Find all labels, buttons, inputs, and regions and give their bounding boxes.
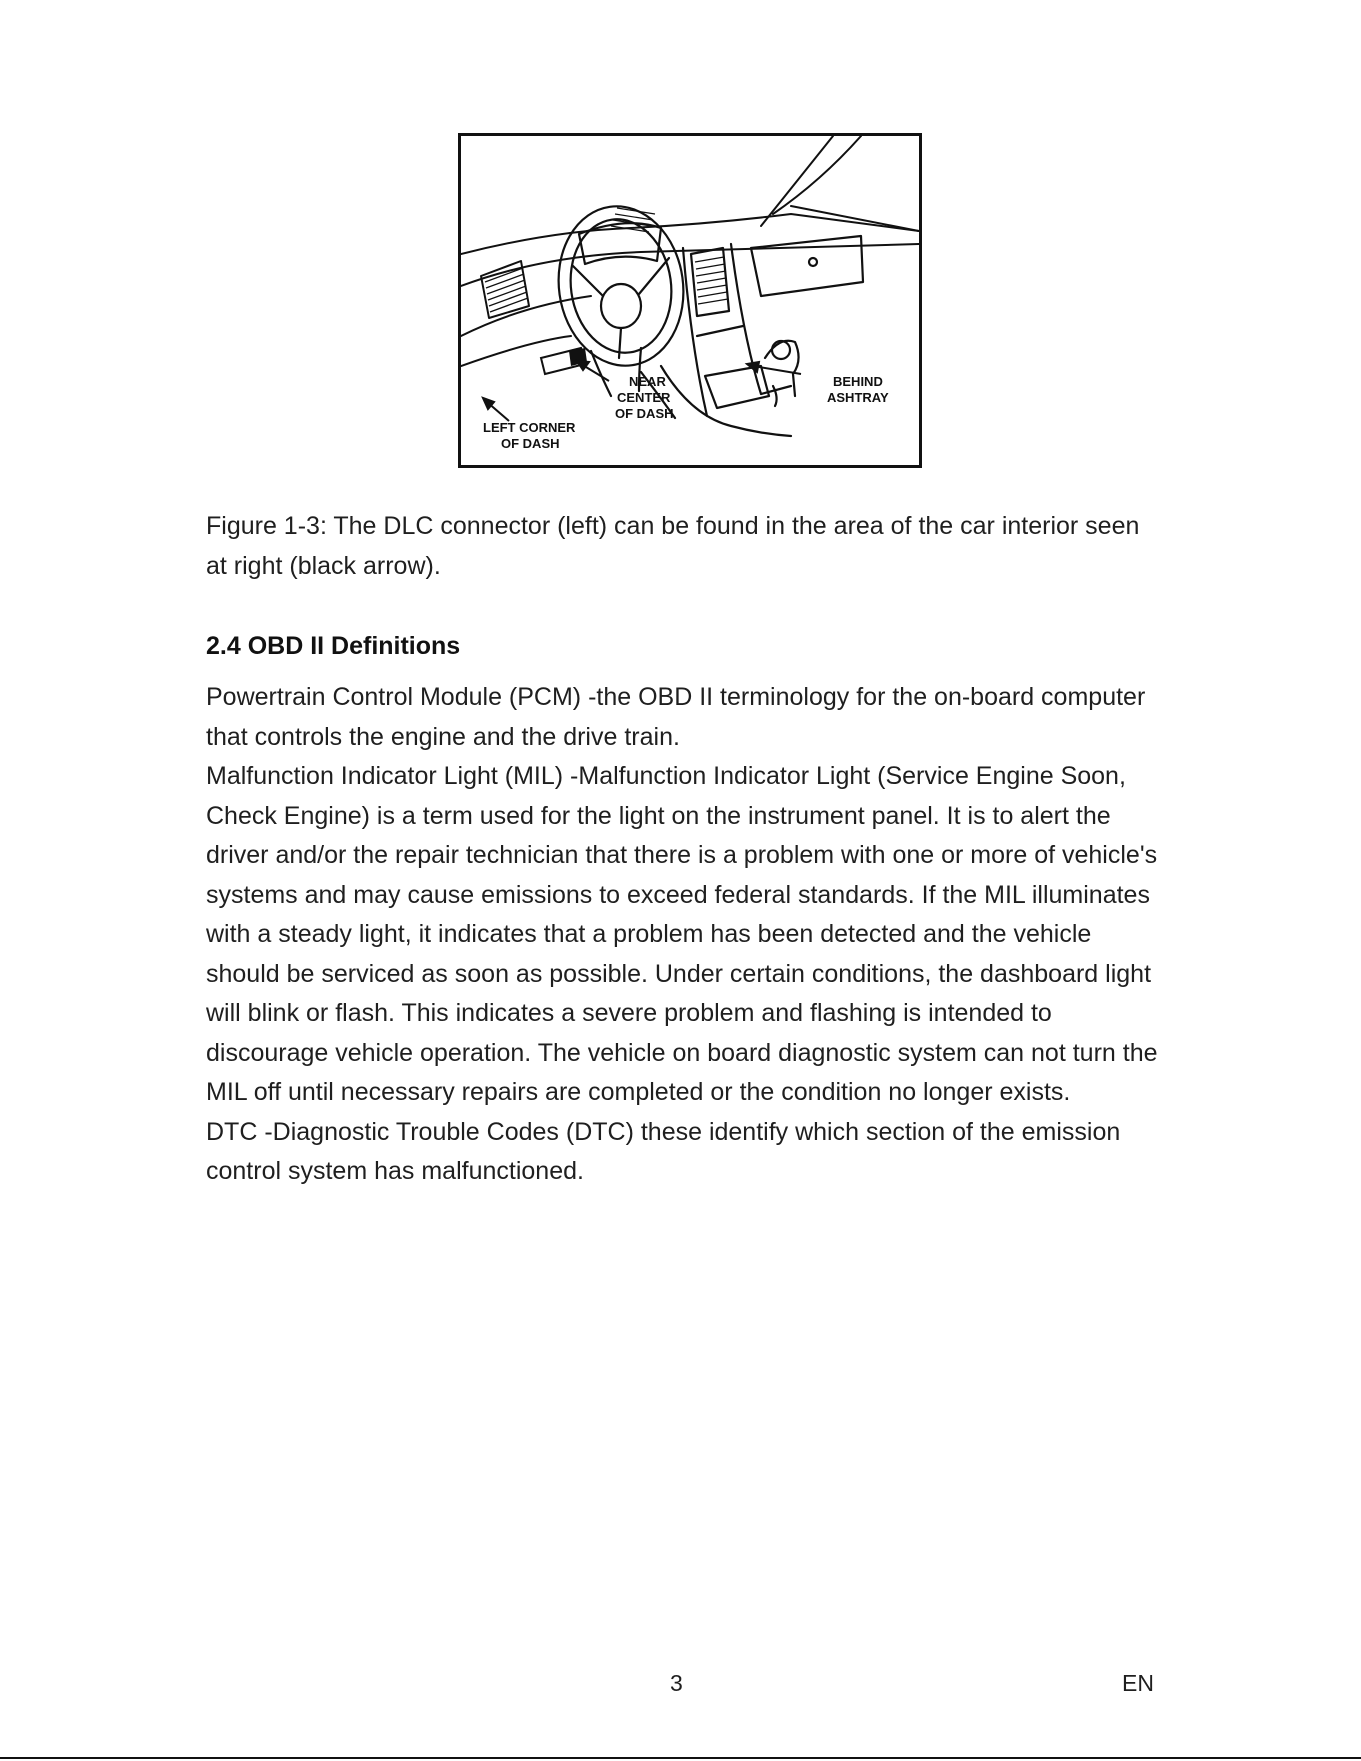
spoke-left (573, 266, 603, 296)
label-near-center-1: NEAR (629, 374, 666, 389)
dash-top-line (461, 214, 919, 254)
windshield-edge-line (791, 206, 919, 231)
steering-column-left (591, 351, 611, 396)
label-near-center-2: CENTER (617, 390, 671, 405)
lower-dash-curve (661, 366, 791, 436)
steering-hub (601, 284, 641, 328)
label-left-corner-1: LEFT CORNER (483, 420, 576, 435)
section-heading: 2.4 OBD II Definitions (206, 632, 461, 660)
label-left-corner-2: OF DASH (501, 436, 560, 451)
definition-dtc: DTC -Diagnostic Trouble Codes (DTC) these identify which section of the emission control system has malfunctioned. (206, 1117, 1121, 1185)
glove-box (751, 236, 863, 296)
console-left-edge (683, 248, 707, 416)
dash-upper-edge (461, 244, 919, 286)
glove-box-latch (809, 258, 817, 266)
arrow-behind-ashtray (753, 366, 801, 374)
definitions-body (206, 678, 1166, 1192)
definition-pcm: Powertrain Control Module (PCM) -the OBD II terminology for the on-board computer that controls the engine and the drive train. (206, 683, 1146, 751)
car-interior-illustration (461, 136, 919, 465)
page-number: 3 (670, 1670, 683, 1696)
spoke-right (639, 258, 669, 294)
dlc-location-figure (458, 133, 922, 468)
label-behind-ashtray-2: ASHTRAY (827, 390, 889, 405)
page-bottom-rule (0, 1757, 1361, 1759)
language-marker: EN (1122, 1670, 1154, 1696)
windshield-pillar-inner-line (773, 136, 861, 214)
figure-caption: Figure 1-3: The DLC connector (left) can be found in the area of the car interior seen at right (black arrow). (206, 512, 1140, 580)
console-divider (697, 326, 743, 336)
label-near-center-3: OF DASH (615, 406, 674, 421)
definition-mil: Malfunction Indicator Light (MIL) -Malfunction Indicator Light (Service Engine Soon, Check Engine) is a term used for the light on the instrument panel. It is to alert the driver and/or the repair technician that there is a problem with one or more of vehicle's systems and may cause emissions to exceed federal standards. If the MIL illuminates with a steady light, it indicates that a problem has been detected and the vehicle should be serviced as soon as possible. Under certain conditions, the dashboard light will blink or flash. This indicates a severe problem and flashing is intended to discourage vehicle operation. The vehicle on board diagnostic system can not turn the MIL off until necessary repairs are completed or the condition no longer exists. (206, 762, 1158, 1106)
shifter-knob (772, 341, 790, 359)
left-vent-outline (481, 261, 529, 318)
label-behind-ashtray-1: BEHIND (833, 374, 883, 389)
center-vent-outline (691, 248, 729, 316)
